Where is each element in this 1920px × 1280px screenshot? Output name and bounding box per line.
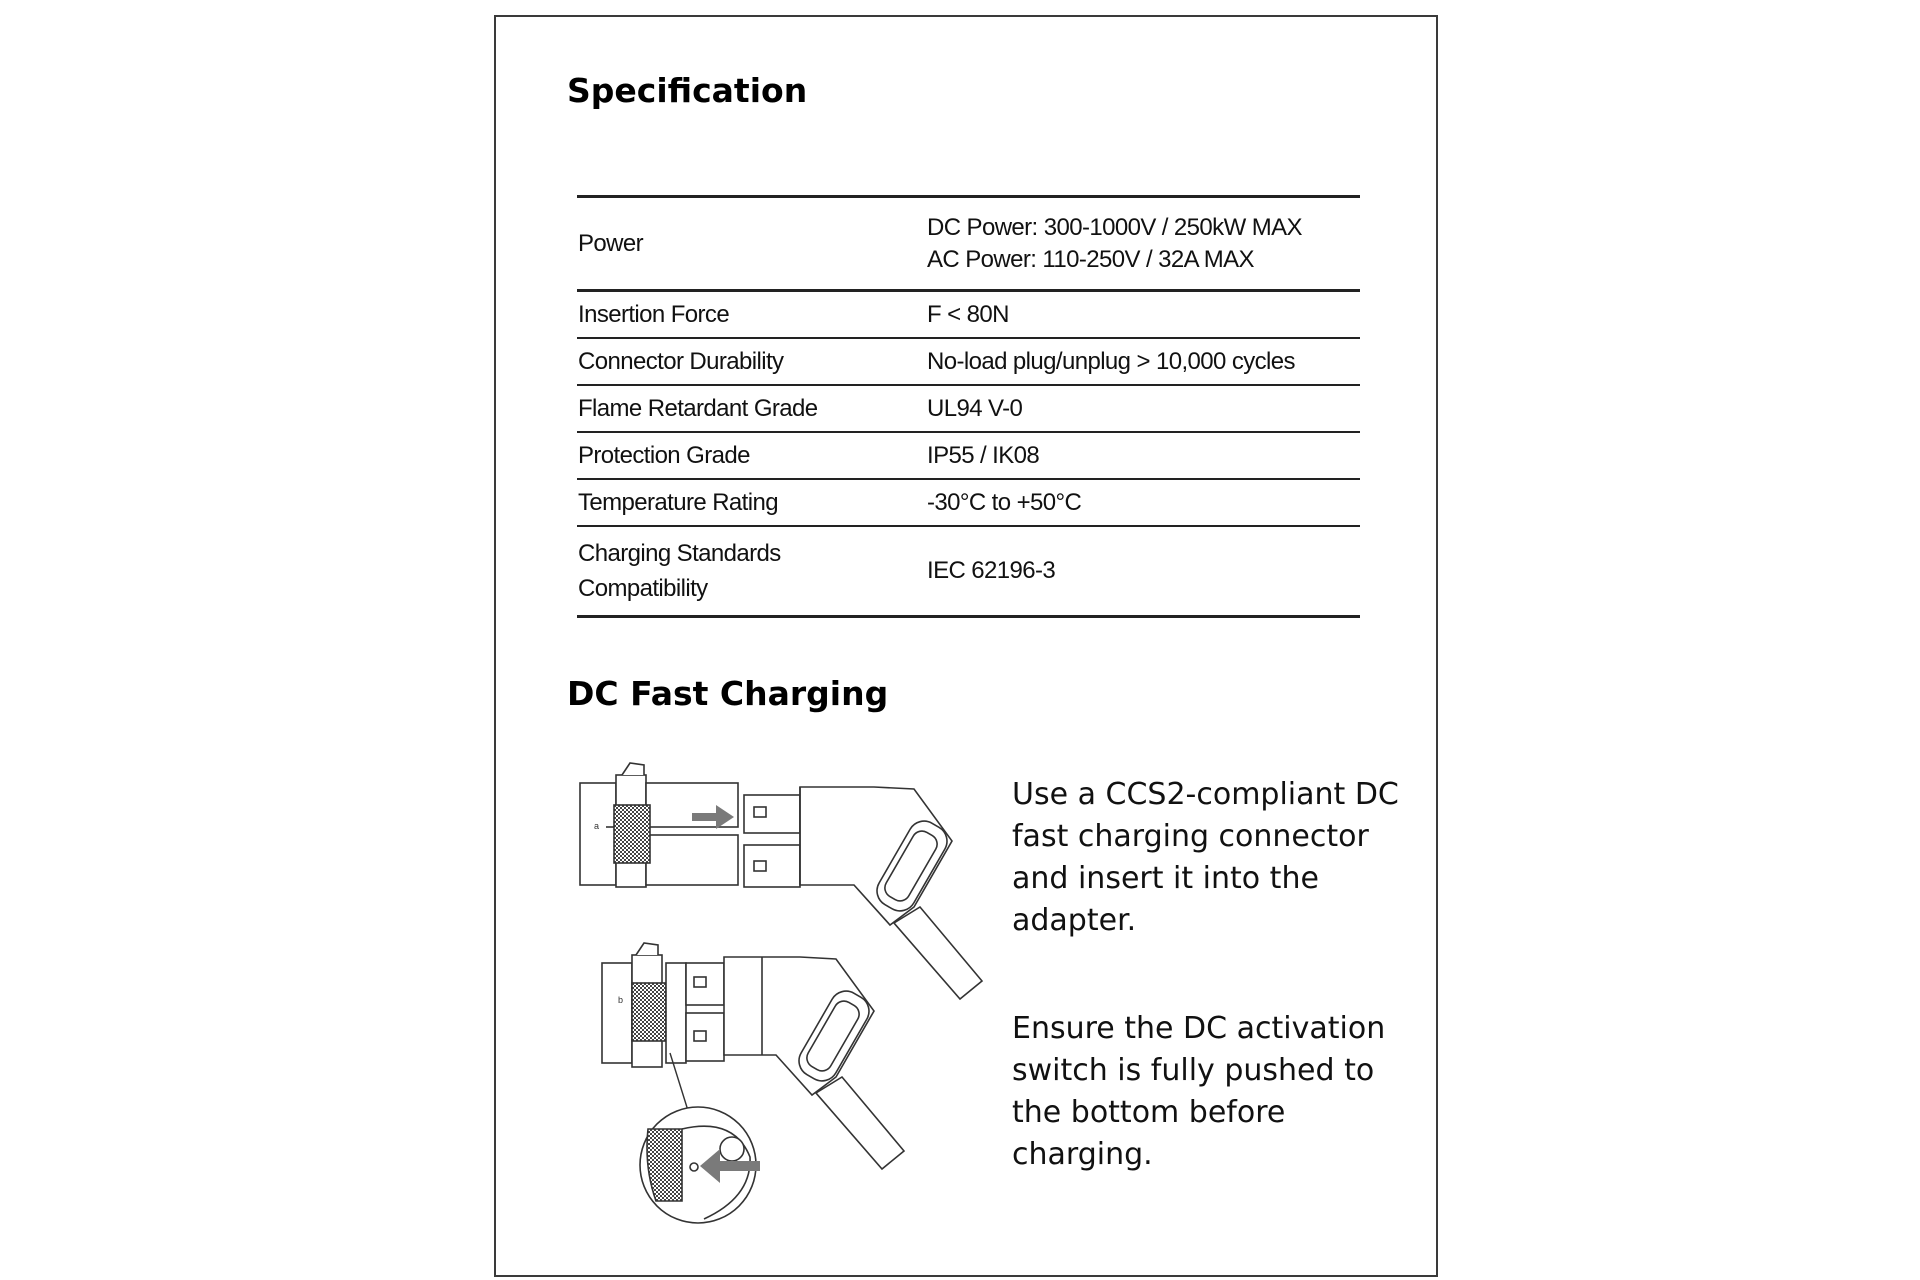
spec-value-power — [925, 197, 1360, 291]
instruction-activation-switch: Ensure the DC activation switch is fully pushed to the bottom before charging. — [1012, 1011, 1386, 1172]
spec-value-temperature: -30°C to +50°C — [925, 479, 1360, 526]
power-dc-line: DC Power: 300-1000V / 250kW MAX — [927, 213, 1302, 241]
standards-label-line-2: Compatibility — [578, 575, 708, 602]
adapter-top-drawing — [580, 763, 738, 887]
adapter-mark-top: a — [594, 821, 600, 831]
table-row — [577, 338, 1360, 385]
spec-sheet — [494, 15, 1438, 1277]
spec-label-durability: Connector Durability — [577, 338, 925, 385]
spec-value-flame-grade: UL94 V-0 — [925, 385, 1360, 432]
spec-value-standards: IEC 62196-3 — [925, 526, 1360, 617]
spec-value-durability: No-load plug/unplug > 10,000 cycles — [925, 338, 1360, 385]
power-ac-line: AC Power: 110-250V / 32A MAX — [927, 245, 1254, 273]
table-row — [577, 526, 1360, 617]
table-row — [577, 197, 1360, 291]
adapter-bottom-drawing — [602, 943, 686, 1067]
instruction-insert-connector: Use a CCS2-compliant DC fast charging connector and insert it into the adapter. — [1012, 777, 1399, 938]
table-row — [577, 479, 1360, 526]
spec-label-power: Power — [577, 197, 925, 291]
spec-table — [577, 195, 1360, 618]
spec-value-protection-grade: IP55 / IK08 — [925, 432, 1360, 479]
spec-label-insertion-force: Insertion Force — [577, 291, 925, 339]
spec-label-protection-grade: Protection Grade — [577, 432, 925, 479]
connector-illustration — [574, 757, 994, 1227]
spec-label-temperature: Temperature Rating — [577, 479, 925, 526]
spec-label-standards — [577, 526, 925, 617]
spec-value-insertion-force: F < 80N — [925, 291, 1360, 339]
specification-title: Specification — [567, 71, 808, 110]
table-row — [577, 291, 1360, 339]
standards-label-line-1: Charging Standards — [578, 540, 781, 567]
dc-fast-charging-title: DC Fast Charging — [567, 674, 889, 713]
spec-label-flame-grade: Flame Retardant Grade — [577, 385, 925, 432]
table-row — [577, 385, 1360, 432]
table-row — [577, 432, 1360, 479]
adapter-mark-bottom: b — [618, 995, 624, 1005]
